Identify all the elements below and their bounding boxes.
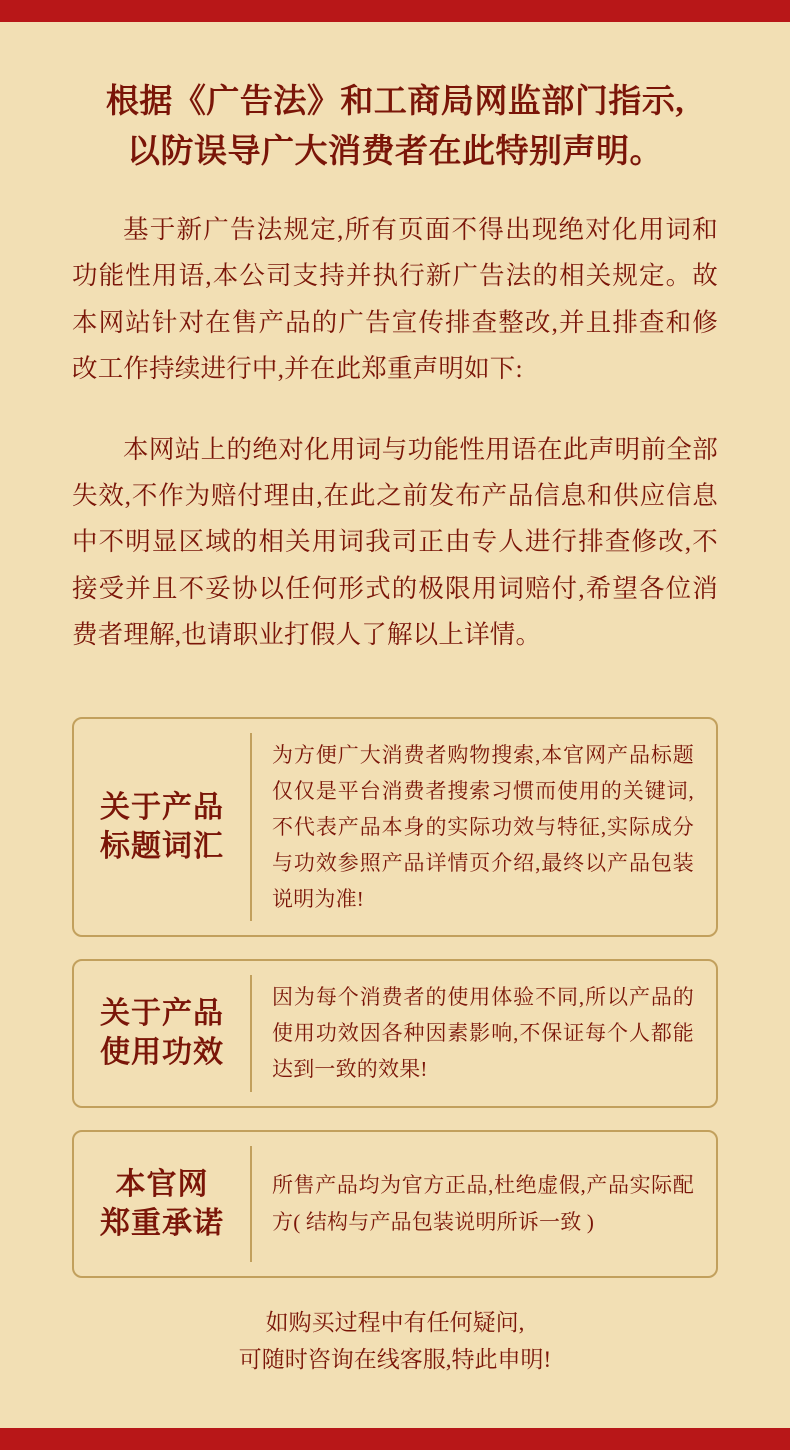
card-title-line-2: 郑重承诺 xyxy=(100,1206,224,1240)
footer-note xyxy=(72,1304,718,1379)
top-accent-bar xyxy=(0,0,790,22)
card-title-line-1: 本官网 xyxy=(115,1167,209,1201)
card-body: 为方便广大消费者购物搜索,本官网产品标题仅仅是平台消费者搜索习惯而使用的关键词,不代表产品本身的实际功效与特征,实际成分与功效参照产品详情页介绍,最终以产品包装说明为准! xyxy=(272,742,694,912)
card-body: 因为每个消费者的使用体验不同,所以产品的使用功效因各种因素影响,不保证每个人都能达到一致的效果! xyxy=(272,985,694,1082)
statement-paragraph-1: 基于新广告法规定,所有页面不得出现绝对化用词和功能性用语,本公司支持并执行新广告法的相关规定。故本网站针对在售产品的广告宣传排查整改,并且排查和修改工作持续进行中,并在此郑重声明如下: xyxy=(72,215,718,384)
card-title xyxy=(74,733,252,922)
card-title xyxy=(74,975,252,1091)
card-title-line-1: 关于产品 xyxy=(100,790,224,824)
page-title xyxy=(72,78,718,177)
page-title-line-1: 根据《广告法》和工商局网监部门指示, xyxy=(105,84,685,120)
card-title-line-2: 使用功效 xyxy=(100,1036,224,1070)
footer-line-1: 如购买过程中有任何疑问, xyxy=(265,1309,525,1335)
card-title-line-1: 关于产品 xyxy=(100,997,224,1031)
statement-paragraph-2: 本网站上的绝对化用词与功能性用语在此声明前全部失效,不作为赔付理由,在此之前发布产品信息和供应信息中不明显区域的相关用词我司正由专人进行排查修改,不接受并且不妥协以任何形式的极限用词赔付,希望各位消费者理解,也请职业打假人了解以上详情。 xyxy=(72,434,718,650)
card-body: 所售产品均为官方正品,杜绝虚假,产品实际配方( 结构与产品包装说明所诉一致 ) xyxy=(272,1173,694,1234)
card-product-title-wording xyxy=(72,717,718,938)
card-product-efficacy xyxy=(72,959,718,1107)
page-title-line-2: 以防误导广大消费者在此特别声明。 xyxy=(127,133,663,170)
card-official-commitment xyxy=(72,1130,718,1278)
footer-line-2: 可随时咨询在线客服,特此申明! xyxy=(238,1346,552,1372)
page-content xyxy=(0,22,790,1428)
card-title-line-2: 标题词汇 xyxy=(100,829,224,863)
card-title xyxy=(74,1146,252,1262)
statement-card-list xyxy=(72,717,718,1278)
bottom-accent-bar xyxy=(0,1428,790,1450)
